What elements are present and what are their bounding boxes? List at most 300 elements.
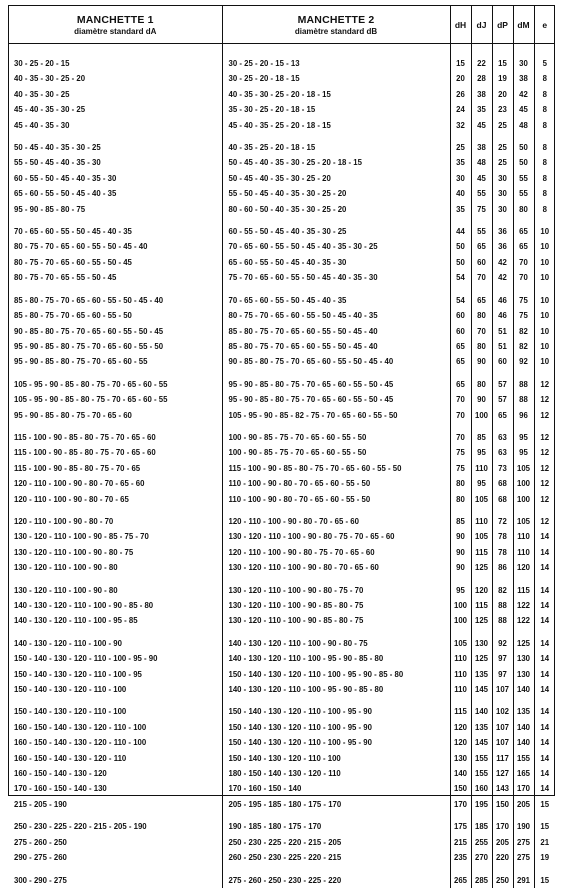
spacer-cell (513, 133, 534, 140)
spacer-cell (222, 866, 450, 873)
manchette1-cell: 115 - 100 - 90 - 85 - 80 - 75 - 70 - 65 (14, 463, 141, 473)
manchette1-cell: 150 - 140 - 130 - 120 - 110 - 100 (14, 685, 127, 695)
manchette1-cell: 50 - 45 - 40 - 35 - 30 - 25 (14, 143, 101, 153)
dm-cell: 130 (513, 667, 534, 682)
dp-cell: 82 (492, 583, 513, 598)
dj-cell: 110 (471, 514, 492, 529)
dp-cell: 220 (492, 850, 513, 865)
dp-cell: 143 (492, 781, 513, 796)
spacer-cell (492, 286, 513, 293)
dm-cell: 88 (513, 377, 534, 392)
dh-cell: 150 (450, 781, 471, 796)
dh-cell: 90 (450, 529, 471, 544)
spacer-cell (450, 133, 471, 140)
manchette2-cell: 150 - 140 - 130 - 120 - 110 - 100 - 95 - 90 (222, 704, 450, 719)
e-cell: 8 (534, 140, 555, 155)
manchette2-cell: 100 - 90 - 85 - 75 - 70 - 65 - 60 - 55 - 50 (222, 430, 450, 445)
spacer-cell (513, 629, 534, 636)
spacer-cell (222, 629, 450, 636)
table-row (9, 735, 555, 750)
dj-cell: 80 (471, 339, 492, 354)
dh-cell: 60 (450, 324, 471, 339)
dh-cell: 100 (450, 613, 471, 628)
dh-cell: 54 (450, 270, 471, 285)
spacer-cell (9, 286, 222, 293)
dm-cell: 65 (513, 224, 534, 239)
dm-cell: 50 (513, 140, 534, 155)
manchette1-cell: 70 - 65 - 60 - 55 - 50 - 45 - 40 - 35 (14, 227, 132, 237)
spacer-cell (471, 423, 492, 430)
table-row (9, 171, 555, 186)
dj-cell: 80 (471, 377, 492, 392)
manchette1-cell: 40 - 35 - 30 - 25 (14, 89, 70, 99)
spacer-cell (534, 423, 555, 430)
e-cell: 14 (534, 560, 555, 575)
dm-cell: 75 (513, 293, 534, 308)
dm-cell: 50 (513, 155, 534, 170)
dm-cell: 70 (513, 270, 534, 285)
manchette2-cell: 105 - 95 - 90 - 85 - 82 - 75 - 70 - 65 - 60 - 55 - 50 (222, 408, 450, 423)
manchette2-cell: 110 - 100 - 90 - 80 - 70 - 65 - 60 - 55 - 50 (222, 492, 450, 507)
dp-cell: 23 (492, 102, 513, 117)
dj-cell: 48 (471, 155, 492, 170)
manchette1-cell: 115 - 100 - 90 - 85 - 80 - 75 - 70 - 65 - 60 (14, 432, 156, 442)
manchette1-cell: 30 - 25 - 20 - 15 (14, 59, 70, 68)
manchette2-cell: 250 - 230 - 225 - 220 - 215 - 205 (222, 835, 450, 850)
e-cell: 14 (534, 766, 555, 781)
spacer-cell (492, 370, 513, 377)
dm-cell: 82 (513, 339, 534, 354)
dj-cell: 125 (471, 613, 492, 628)
spacer-cell (471, 576, 492, 583)
table-row (9, 308, 555, 323)
dm-cell: 100 (513, 476, 534, 491)
spacer-cell (450, 866, 471, 873)
table-row (9, 613, 555, 628)
spacer-cell (450, 697, 471, 704)
spacer-cell (450, 629, 471, 636)
manchette1-cell: 80 - 75 - 70 - 65 - 60 - 55 - 50 - 45 (14, 257, 132, 267)
dm-cell: 38 (513, 71, 534, 86)
manchette1-cell: 130 - 120 - 110 - 100 - 90 - 85 - 75 - 70 (14, 532, 149, 542)
dh-cell: 35 (450, 155, 471, 170)
dj-cell: 65 (471, 239, 492, 254)
table-row (9, 392, 555, 407)
dm-cell: 140 (513, 735, 534, 750)
manchette2-cell: 205 - 195 - 185 - 180 - 175 - 170 (222, 797, 450, 812)
dp-cell: 68 (492, 492, 513, 507)
spacer-cell (222, 133, 450, 140)
dp-cell: 97 (492, 651, 513, 666)
dh-cell: 130 (450, 751, 471, 766)
spacer-cell (534, 286, 555, 293)
manchette2-cell: 30 - 25 - 20 - 18 - 15 (222, 71, 450, 86)
dm-cell: 82 (513, 324, 534, 339)
dj-cell: 45 (471, 118, 492, 133)
dm-cell: 75 (513, 308, 534, 323)
col-header-e: e (534, 6, 555, 44)
dj-cell: 38 (471, 87, 492, 102)
spacer-cell (9, 866, 222, 873)
e-cell: 12 (534, 514, 555, 529)
spacer-cell (513, 507, 534, 514)
dj-cell: 28 (471, 71, 492, 86)
group-spacer (9, 217, 555, 224)
manchette2-title: MANCHETTE 2 (297, 13, 375, 26)
spacer-cell (222, 507, 450, 514)
dh-cell: 80 (450, 492, 471, 507)
manchette1-cell: 80 - 75 - 70 - 65 - 60 - 55 - 50 - 45 - 40 (14, 242, 148, 252)
e-cell: 15 (534, 797, 555, 812)
spacer-cell (534, 217, 555, 224)
dj-cell: 145 (471, 735, 492, 750)
spacer-cell (492, 423, 513, 430)
dm-cell: 122 (513, 598, 534, 613)
dh-cell: 110 (450, 682, 471, 697)
dh-cell: 90 (450, 545, 471, 560)
dp-cell: 25 (492, 155, 513, 170)
e-cell: 12 (534, 408, 555, 423)
dj-cell: 85 (471, 430, 492, 445)
dj-cell: 70 (471, 324, 492, 339)
dh-cell: 175 (450, 819, 471, 834)
dm-cell: 190 (513, 819, 534, 834)
dh-cell: 70 (450, 430, 471, 445)
dp-cell: 72 (492, 514, 513, 529)
group-spacer (9, 286, 555, 293)
spacer-cell (534, 812, 555, 819)
dp-cell: 250 (492, 873, 513, 888)
dm-cell: 275 (513, 835, 534, 850)
group-spacer (9, 629, 555, 636)
dj-cell: 105 (471, 529, 492, 544)
manchette2-cell: 70 - 65 - 60 - 55 - 50 - 45 - 40 - 35 (222, 293, 450, 308)
e-cell: 10 (534, 339, 555, 354)
manchette2-cell: 115 - 100 - 90 - 85 - 80 - 75 - 70 - 65 - 60 - 55 - 50 (222, 461, 450, 476)
dm-cell: 55 (513, 171, 534, 186)
dj-cell: 55 (471, 186, 492, 201)
manchette1-cell: 130 - 120 - 110 - 100 - 90 - 80 (14, 585, 118, 595)
manchette2-cell: 55 - 50 - 45 - 40 - 35 - 30 - 25 - 20 (222, 186, 450, 201)
table-row (9, 720, 555, 735)
e-cell: 8 (534, 171, 555, 186)
manchette1-cell: 45 - 40 - 35 - 30 (14, 120, 70, 130)
manchette1-cell: 170 - 160 - 150 - 140 - 130 (14, 784, 107, 794)
dm-cell: 275 (513, 850, 534, 865)
dh-cell: 120 (450, 735, 471, 750)
dh-cell: 26 (450, 87, 471, 102)
e-cell: 12 (534, 392, 555, 407)
dp-cell: 86 (492, 560, 513, 575)
dp-cell: 88 (492, 598, 513, 613)
spacer-cell (450, 286, 471, 293)
dp-cell: 30 (492, 171, 513, 186)
manchette1-cell: 95 - 90 - 85 - 80 - 75 (14, 204, 86, 214)
table-row (9, 293, 555, 308)
spacer-cell (222, 217, 450, 224)
spacer-cell (534, 133, 555, 140)
dj-cell: 38 (471, 140, 492, 155)
spacer-cell (513, 286, 534, 293)
spacer-cell (450, 812, 471, 819)
manchette2-cell: 130 - 120 - 110 - 100 - 90 - 85 - 80 - 75 (222, 598, 450, 613)
table-row (9, 118, 555, 133)
dh-cell: 60 (450, 308, 471, 323)
e-cell: 14 (534, 636, 555, 651)
manchette2-cell: 75 - 70 - 65 - 60 - 55 - 50 - 45 - 40 - 35 - 30 (222, 270, 450, 285)
e-cell: 14 (534, 682, 555, 697)
dh-cell: 65 (450, 377, 471, 392)
dj-cell: 195 (471, 797, 492, 812)
spacer-cell (534, 576, 555, 583)
table-row (9, 850, 555, 865)
spacer-cell (450, 217, 471, 224)
table-row (9, 751, 555, 766)
manchette1-cell: 120 - 110 - 100 - 90 - 80 - 70 (14, 516, 114, 526)
dp-cell: 20 (492, 87, 513, 102)
dh-cell: 90 (450, 560, 471, 575)
manchette1-cell: 40 - 35 - 30 - 25 - 20 (14, 74, 86, 84)
dj-cell: 285 (471, 873, 492, 888)
spacer-cell (9, 133, 222, 140)
table-row (9, 202, 555, 217)
dh-cell: 50 (450, 239, 471, 254)
manchette2-cell: 70 - 65 - 60 - 55 - 50 - 45 - 40 - 35 - 30 - 25 (222, 239, 450, 254)
dj-cell: 110 (471, 461, 492, 476)
dh-cell: 35 (450, 202, 471, 217)
dp-cell: 30 (492, 202, 513, 217)
dh-cell: 40 (450, 186, 471, 201)
table-row (9, 682, 555, 697)
table-row (9, 545, 555, 560)
manchette1-cell: 95 - 90 - 85 - 80 - 75 - 70 - 65 - 60 - 55 (14, 357, 148, 367)
manchette1-cell: 45 - 40 - 35 - 30 - 25 (14, 105, 86, 115)
dj-cell: 90 (471, 392, 492, 407)
dp-cell: 102 (492, 704, 513, 719)
dp-cell: 127 (492, 766, 513, 781)
table-row (9, 873, 555, 888)
dp-cell: 73 (492, 461, 513, 476)
dm-cell: 100 (513, 492, 534, 507)
manchette2-cell: 150 - 140 - 130 - 120 - 110 - 100 - 95 - 90 (222, 735, 450, 750)
manchette2-cell: 140 - 130 - 120 - 110 - 100 - 95 - 90 - 85 - 80 (222, 651, 450, 666)
e-cell: 14 (534, 667, 555, 682)
table-row (9, 461, 555, 476)
dh-cell: 115 (450, 704, 471, 719)
table-row (9, 71, 555, 86)
dh-cell: 50 (450, 255, 471, 270)
group-spacer (9, 507, 555, 514)
dh-cell: 30 (450, 171, 471, 186)
dj-cell: 95 (471, 476, 492, 491)
dm-cell: 110 (513, 545, 534, 560)
dp-cell: 150 (492, 797, 513, 812)
spacer-cell (9, 217, 222, 224)
spacer-cell (534, 507, 555, 514)
table-row (9, 529, 555, 544)
dh-cell: 95 (450, 583, 471, 598)
dm-cell: 95 (513, 445, 534, 460)
e-cell: 12 (534, 492, 555, 507)
spacer-cell (492, 44, 513, 57)
manchette2-cell: 150 - 140 - 130 - 120 - 110 - 100 - 95 - 90 - 85 - 80 (222, 667, 450, 682)
dp-cell: 25 (492, 118, 513, 133)
dp-cell: 60 (492, 354, 513, 369)
group-spacer (9, 576, 555, 583)
dh-cell: 20 (450, 71, 471, 86)
dp-cell: 88 (492, 613, 513, 628)
manchette2-cell: 85 - 80 - 75 - 70 - 65 - 60 - 55 - 50 - 45 - 40 (222, 339, 450, 354)
dp-cell: 36 (492, 239, 513, 254)
dh-cell: 105 (450, 636, 471, 651)
dp-cell: 57 (492, 377, 513, 392)
dp-cell: 107 (492, 735, 513, 750)
dm-cell: 120 (513, 560, 534, 575)
dp-cell: 15 (492, 56, 513, 71)
dj-cell: 140 (471, 704, 492, 719)
dp-cell: 46 (492, 308, 513, 323)
dp-cell: 19 (492, 71, 513, 86)
group-spacer (9, 133, 555, 140)
manchette2-cell: 130 - 120 - 110 - 100 - 90 - 80 - 70 - 65 - 60 (222, 560, 450, 575)
e-cell: 14 (534, 751, 555, 766)
dm-cell: 48 (513, 118, 534, 133)
dh-cell: 54 (450, 293, 471, 308)
manchette2-cell: 80 - 60 - 50 - 40 - 35 - 30 - 25 - 20 (222, 202, 450, 217)
dm-cell: 92 (513, 354, 534, 369)
table-row (9, 781, 555, 796)
dh-cell: 15 (450, 56, 471, 71)
e-cell: 19 (534, 850, 555, 865)
table-row (9, 56, 555, 71)
e-cell: 15 (534, 819, 555, 834)
table-row (9, 819, 555, 834)
manchette2-cell: 95 - 90 - 85 - 80 - 75 - 70 - 65 - 60 - 55 - 50 - 45 (222, 377, 450, 392)
e-cell: 8 (534, 155, 555, 170)
manchette2-cell: 120 - 110 - 100 - 90 - 80 - 70 - 65 - 60 (222, 514, 450, 529)
manchette2-cell: 110 - 100 - 90 - 80 - 70 - 65 - 60 - 55 - 50 (222, 476, 450, 491)
table-body (9, 44, 555, 888)
dm-cell: 96 (513, 408, 534, 423)
manchette2-cell: 65 - 60 - 55 - 50 - 45 - 40 - 35 - 30 (222, 255, 450, 270)
spacer-cell (513, 423, 534, 430)
table-row (9, 704, 555, 719)
manchette1-cell: 60 - 55 - 50 - 45 - 40 - 35 - 30 (14, 173, 117, 183)
spacer-cell (534, 370, 555, 377)
manchette1-cell: 90 - 85 - 80 - 75 - 70 - 65 - 60 - 55 - 50 - 45 (14, 326, 164, 336)
dh-cell: 110 (450, 667, 471, 682)
dh-cell: 110 (450, 651, 471, 666)
spacer-cell (492, 629, 513, 636)
header-row (9, 6, 555, 44)
e-cell: 8 (534, 87, 555, 102)
dp-cell: 46 (492, 293, 513, 308)
spacer-cell (9, 629, 222, 636)
dm-cell: 55 (513, 186, 534, 201)
dp-cell: 63 (492, 430, 513, 445)
dj-cell: 155 (471, 766, 492, 781)
manchette1-cell: 160 - 150 - 140 - 130 - 120 - 110 - 100 (14, 722, 147, 732)
spacer-cell (450, 44, 471, 57)
spacer-cell (222, 44, 450, 57)
manchette1-subtitle: diamètre standard dA (74, 26, 157, 36)
dh-cell: 265 (450, 873, 471, 888)
manchette1-cell: 65 - 60 - 55 - 50 - 45 - 40 - 35 (14, 189, 117, 199)
group-spacer (9, 370, 555, 377)
manchette1-cell: 150 - 140 - 130 - 120 - 110 - 100 - 95 - 90 (14, 654, 158, 664)
e-cell: 14 (534, 720, 555, 735)
dp-cell: 107 (492, 720, 513, 735)
e-cell: 14 (534, 598, 555, 613)
dm-cell: 291 (513, 873, 534, 888)
spacer-cell (534, 44, 555, 57)
manchette1-cell: 150 - 140 - 130 - 120 - 110 - 100 - 95 (14, 669, 142, 679)
manchette1-cell: 290 - 275 - 260 (14, 853, 67, 863)
manchette2-cell: 190 - 185 - 180 - 175 - 170 (222, 819, 450, 834)
dj-cell: 65 (471, 293, 492, 308)
table-row (9, 445, 555, 460)
manchette2-cell: 80 - 75 - 70 - 65 - 60 - 55 - 50 - 45 - 40 - 35 (222, 308, 450, 323)
dm-cell: 115 (513, 583, 534, 598)
dh-cell: 70 (450, 408, 471, 423)
dh-cell: 75 (450, 445, 471, 460)
dh-cell: 70 (450, 392, 471, 407)
spacer-cell (222, 697, 450, 704)
e-cell: 14 (534, 704, 555, 719)
dj-cell: 115 (471, 545, 492, 560)
e-cell: 12 (534, 461, 555, 476)
manchette2-cell: 45 - 40 - 35 - 25 - 20 - 18 - 15 (222, 118, 450, 133)
e-cell: 8 (534, 102, 555, 117)
dj-cell: 45 (471, 171, 492, 186)
e-cell: 10 (534, 324, 555, 339)
manchette1-cell: 95 - 90 - 85 - 80 - 75 - 70 - 65 - 60 (14, 410, 132, 420)
manchette1-cell: 120 - 110 - 100 - 90 - 80 - 70 - 65 - 60 (14, 479, 145, 489)
spacer-cell (513, 370, 534, 377)
manchette1-title: MANCHETTE 1 (76, 13, 154, 26)
dm-cell: 105 (513, 514, 534, 529)
dm-cell: 80 (513, 202, 534, 217)
manchette1-cell: 300 - 290 - 275 (14, 875, 67, 885)
e-cell: 10 (534, 255, 555, 270)
col-header-dm: dM (513, 6, 534, 44)
dm-cell: 88 (513, 392, 534, 407)
e-cell: 12 (534, 430, 555, 445)
manchette2-cell: 150 - 140 - 130 - 120 - 110 - 100 (222, 751, 450, 766)
spacer-cell (534, 629, 555, 636)
dm-cell: 95 (513, 430, 534, 445)
dm-cell: 170 (513, 781, 534, 796)
dm-cell: 135 (513, 704, 534, 719)
dj-cell: 105 (471, 492, 492, 507)
table-row (9, 636, 555, 651)
table-row (9, 598, 555, 613)
spacer-cell (471, 286, 492, 293)
manchette2-subtitle: diamètre standard dB (294, 26, 378, 36)
spacer-cell (450, 507, 471, 514)
table-row (9, 408, 555, 423)
manchette1-cell: 105 - 95 - 90 - 85 - 80 - 75 - 70 - 65 - 60 - 55 (14, 379, 168, 389)
spacer-cell (492, 576, 513, 583)
dp-cell: 25 (492, 140, 513, 155)
e-cell: 10 (534, 354, 555, 369)
table-row (9, 560, 555, 575)
manchette2-cell: 85 - 80 - 75 - 70 - 65 - 60 - 55 - 50 - 45 - 40 (222, 324, 450, 339)
e-cell: 8 (534, 186, 555, 201)
table-row (9, 270, 555, 285)
dj-cell: 135 (471, 720, 492, 735)
manchette2-cell: 130 - 120 - 110 - 100 - 90 - 80 - 75 - 70 (222, 583, 450, 598)
